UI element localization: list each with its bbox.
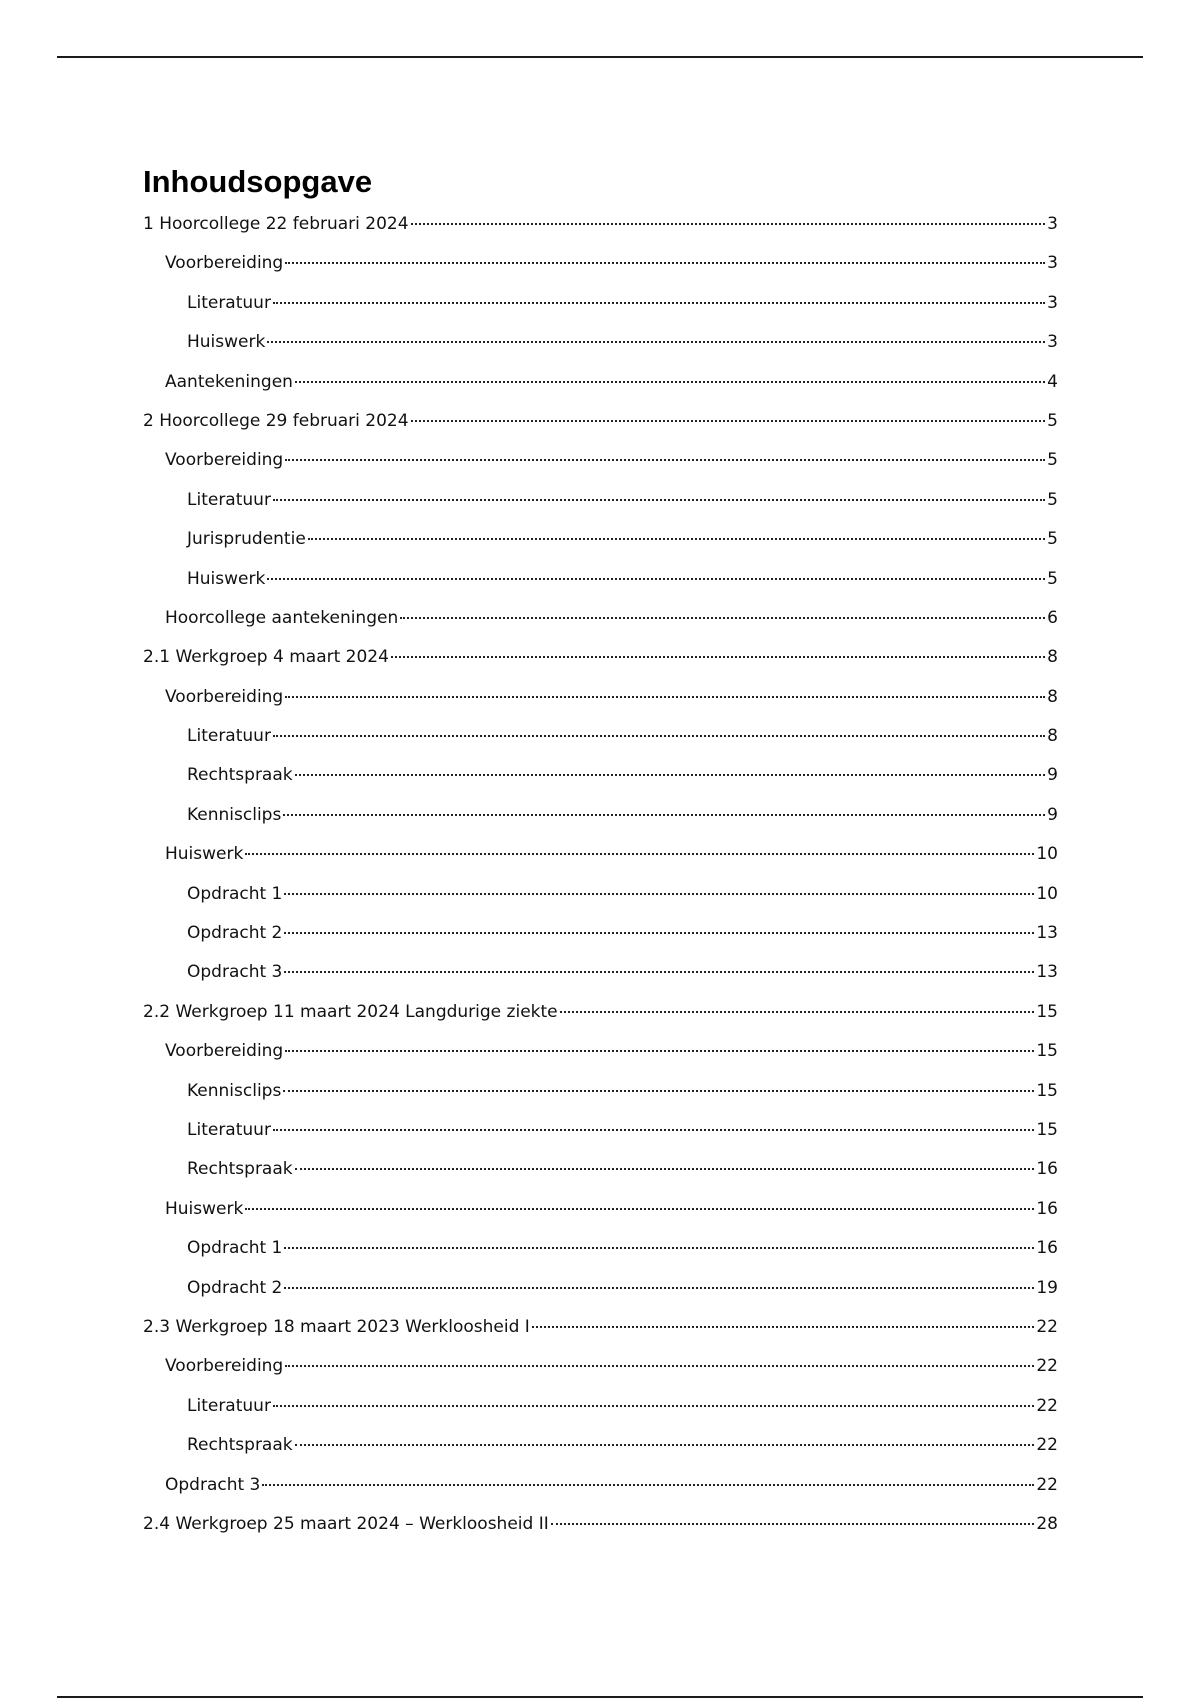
toc-entry[interactable]: [143, 687, 1058, 726]
toc-dot-leader: [411, 223, 1046, 225]
toc-entry-label: Jurisprudentie: [187, 529, 306, 550]
toc-entry[interactable]: [143, 1475, 1058, 1514]
toc-entry-page-number: 16: [1036, 1238, 1058, 1259]
toc-entry-page-number: 22: [1036, 1395, 1058, 1416]
toc-entry-page-number: 15: [1036, 1001, 1058, 1022]
toc-entry-page-number: 19: [1036, 1277, 1058, 1298]
toc-dot-leader: [245, 1208, 1034, 1210]
toc-entry-label: Kennisclips: [187, 804, 282, 825]
toc-entry-label: Kennisclips: [187, 1080, 282, 1101]
toc-dot-leader: [295, 1168, 1035, 1170]
toc-entry-label: Opdracht 1: [187, 883, 283, 904]
toc-entry-page-number: 22: [1036, 1316, 1058, 1337]
toc-entry[interactable]: [143, 1159, 1058, 1198]
toc-entry[interactable]: [143, 1081, 1058, 1120]
toc-dot-leader: [285, 1050, 1034, 1052]
toc-dot-leader: [273, 499, 1045, 501]
footer-rule: [57, 1696, 1143, 1698]
toc-dot-leader: [267, 578, 1045, 580]
toc-entry[interactable]: [143, 1002, 1058, 1041]
toc-entry[interactable]: [143, 844, 1058, 883]
toc-dot-leader: [262, 1484, 1034, 1486]
toc-entry[interactable]: [143, 608, 1058, 647]
toc-entry-label: Literatuur: [187, 1119, 271, 1140]
toc-entry-page-number: 8: [1047, 686, 1058, 707]
toc-entry-label: 2.4 Werkgroep 25 maart 2024 – Werkloosheid II: [143, 1513, 549, 1534]
toc-entry-page-number: 10: [1036, 883, 1058, 904]
toc-entry-label: Opdracht 2: [187, 923, 283, 944]
toc-dot-leader: [245, 853, 1034, 855]
toc-entry-page-number: 15: [1036, 1080, 1058, 1101]
toc-dot-leader: [308, 538, 1045, 540]
toc-entry[interactable]: [143, 1041, 1058, 1080]
toc-entry-page-number: 15: [1036, 1119, 1058, 1140]
toc-entry-label: Huiswerk: [165, 1198, 244, 1219]
toc-dot-leader: [560, 1011, 1035, 1013]
toc-entry[interactable]: [143, 1120, 1058, 1159]
toc-entry[interactable]: [143, 214, 1058, 253]
toc-dot-leader: [400, 617, 1045, 619]
toc-entry-label: Voorbereiding: [165, 450, 284, 471]
toc-entry-label: 2.1 Werkgroep 4 maart 2024: [143, 647, 389, 668]
toc-dot-leader: [283, 814, 1045, 816]
toc-dot-leader: [285, 459, 1045, 461]
toc-entry-page-number: 3: [1047, 253, 1058, 274]
toc-dot-leader: [284, 932, 1034, 934]
toc-entry[interactable]: [143, 411, 1058, 450]
toc-entry-page-number: 15: [1036, 1041, 1058, 1062]
toc-entry-page-number: 3: [1047, 292, 1058, 313]
toc-entry-label: Huiswerk: [187, 332, 266, 353]
toc-entry[interactable]: [143, 253, 1058, 292]
toc-entry-label: Voorbereiding: [165, 253, 284, 274]
toc-entry[interactable]: [143, 962, 1058, 1001]
toc-entry-page-number: 5: [1047, 410, 1058, 431]
toc-entry[interactable]: [143, 1238, 1058, 1277]
toc-entry[interactable]: [143, 923, 1058, 962]
toc-dot-leader: [411, 420, 1046, 422]
toc-entry-label: 2 Hoorcollege 29 februari 2024: [143, 410, 409, 431]
toc-entry-page-number: 5: [1047, 489, 1058, 510]
toc-dot-leader: [273, 302, 1045, 304]
toc-entry-label: Opdracht 3: [187, 962, 283, 983]
toc-entry-page-number: 5: [1047, 568, 1058, 589]
toc-entry-label: 2.3 Werkgroep 18 maart 2023 Werkloosheid I: [143, 1316, 530, 1337]
toc-entry-label: 1 Hoorcollege 22 februari 2024: [143, 214, 409, 234]
table-of-contents: [143, 162, 1058, 1553]
toc-entry[interactable]: [143, 805, 1058, 844]
toc-entry-page-number: 3: [1047, 332, 1058, 353]
toc-entry-label: Huiswerk: [187, 568, 266, 589]
toc-entry[interactable]: [143, 765, 1058, 804]
toc-dot-leader: [267, 341, 1045, 343]
toc-dot-leader: [284, 1287, 1034, 1289]
toc-entry-page-number: 16: [1036, 1198, 1058, 1219]
toc-entry-page-number: 5: [1047, 450, 1058, 471]
toc-dot-leader: [551, 1523, 1035, 1525]
toc-entry-page-number: 5: [1047, 529, 1058, 550]
toc-entry[interactable]: [143, 293, 1058, 332]
toc-entry[interactable]: [143, 1278, 1058, 1317]
toc-title: Inhoudsopgave: [143, 164, 373, 199]
toc-entry[interactable]: [143, 1356, 1058, 1395]
toc-entry[interactable]: [143, 569, 1058, 608]
toc-entry[interactable]: [143, 884, 1058, 923]
header-rule: [57, 56, 1143, 58]
toc-entry-page-number: 16: [1036, 1159, 1058, 1180]
toc-dot-leader: [285, 696, 1045, 698]
toc-entry-label: Huiswerk: [165, 844, 244, 865]
toc-entry[interactable]: [143, 450, 1058, 489]
toc-entry[interactable]: [143, 1317, 1058, 1356]
toc-entry-page-number: 22: [1036, 1356, 1058, 1377]
toc-entry-label: Voorbereiding: [165, 1041, 284, 1062]
toc-dot-leader: [391, 656, 1045, 658]
toc-dot-leader: [295, 1444, 1035, 1446]
toc-entry-page-number: 8: [1047, 726, 1058, 747]
toc-dot-leader: [284, 1247, 1034, 1249]
toc-list: [143, 214, 1058, 1553]
toc-entry-label: Literatuur: [187, 489, 271, 510]
toc-entry-label: Literatuur: [187, 292, 271, 313]
toc-entry-page-number: 8: [1047, 647, 1058, 668]
toc-dot-leader: [284, 893, 1034, 895]
toc-dot-leader: [283, 1090, 1034, 1092]
toc-entry-page-number: 28: [1036, 1513, 1058, 1534]
toc-entry[interactable]: [143, 726, 1058, 765]
toc-entry-label: Literatuur: [187, 1395, 271, 1416]
toc-entry-label: Rechtspraak: [187, 1435, 293, 1456]
toc-entry-label: 2.2 Werkgroep 11 maart 2024 Langdurige ziekte: [143, 1001, 558, 1022]
toc-entry[interactable]: [143, 490, 1058, 529]
toc-entry-page-number: 22: [1036, 1474, 1058, 1495]
toc-dot-leader: [273, 1405, 1034, 1407]
toc-dot-leader: [284, 971, 1034, 973]
toc-entry-page-number: 4: [1047, 371, 1058, 392]
toc-entry[interactable]: [143, 1199, 1058, 1238]
toc-entry-label: Literatuur: [187, 726, 271, 747]
toc-entry-label: Voorbereiding: [165, 686, 284, 707]
toc-entry-label: Opdracht 3: [165, 1474, 261, 1495]
toc-entry-label: Rechtspraak: [187, 1159, 293, 1180]
toc-entry[interactable]: [143, 332, 1058, 371]
toc-entry[interactable]: [143, 1435, 1058, 1474]
toc-entry[interactable]: [143, 647, 1058, 686]
toc-entry[interactable]: [143, 1514, 1058, 1553]
toc-dot-leader: [285, 1365, 1034, 1367]
toc-entry[interactable]: [143, 529, 1058, 568]
toc-entry-page-number: 9: [1047, 804, 1058, 825]
toc-entry-page-number: 6: [1047, 607, 1058, 628]
toc-entry[interactable]: [143, 1396, 1058, 1435]
toc-dot-leader: [295, 381, 1045, 383]
toc-dot-leader: [273, 735, 1045, 737]
toc-dot-leader: [295, 774, 1046, 776]
toc-entry-page-number: 9: [1047, 765, 1058, 786]
toc-dot-leader: [532, 1326, 1035, 1328]
toc-entry[interactable]: [143, 372, 1058, 411]
toc-dot-leader: [273, 1129, 1034, 1131]
toc-entry-label: Opdracht 1: [187, 1238, 283, 1259]
toc-entry-page-number: 13: [1036, 962, 1058, 983]
toc-dot-leader: [285, 262, 1045, 264]
toc-entry-label: Rechtspraak: [187, 765, 293, 786]
toc-entry-label: Voorbereiding: [165, 1356, 284, 1377]
toc-entry-page-number: 10: [1036, 844, 1058, 865]
toc-entry-label: Hoorcollege aantekeningen: [165, 607, 399, 628]
toc-entry-label: Opdracht 2: [187, 1277, 283, 1298]
toc-entry-page-number: 3: [1047, 214, 1058, 234]
toc-entry-label: Aantekeningen: [165, 371, 293, 392]
toc-entry-page-number: 13: [1036, 923, 1058, 944]
toc-entry-page-number: 22: [1036, 1435, 1058, 1456]
